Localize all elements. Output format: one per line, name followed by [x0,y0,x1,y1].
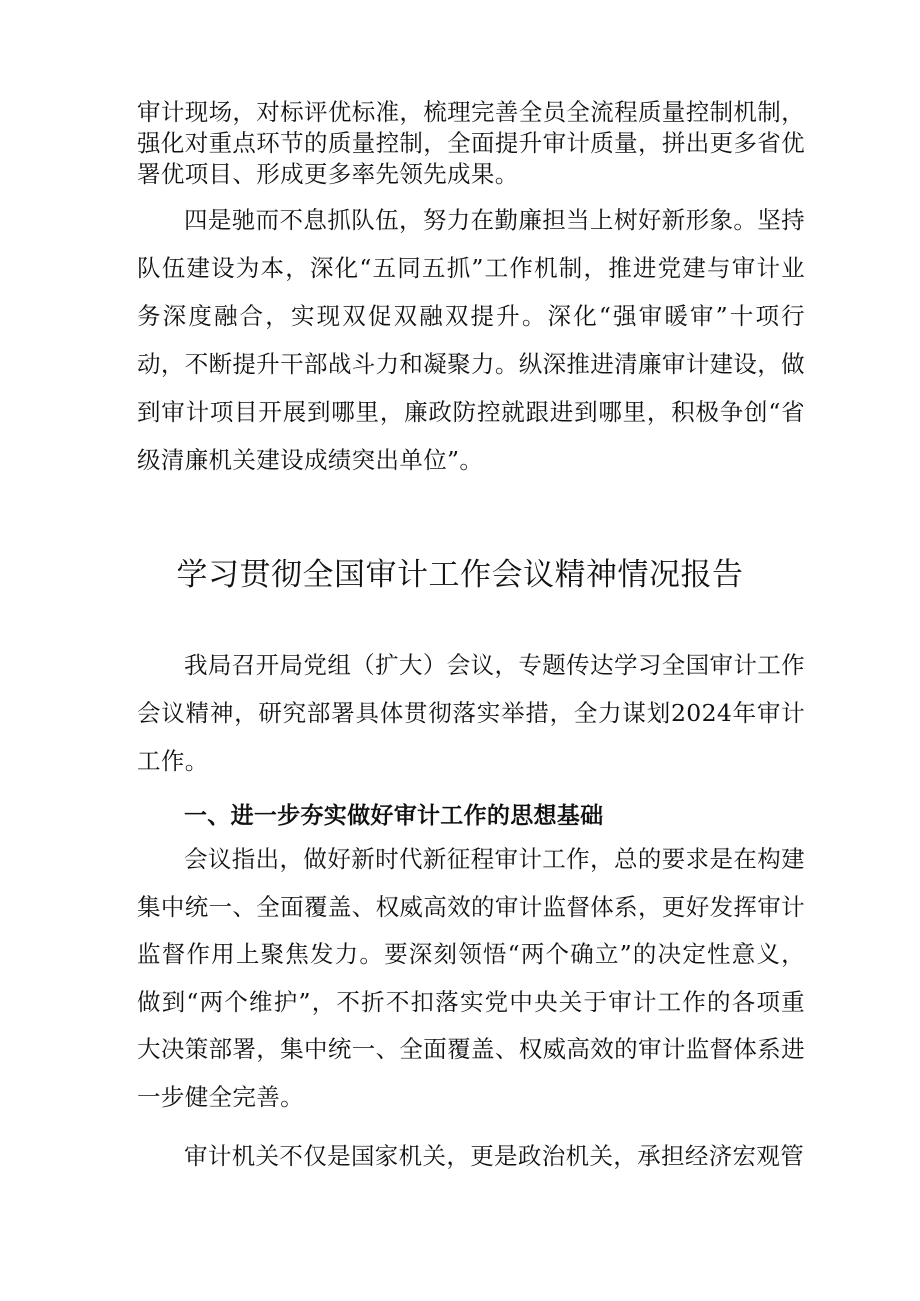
section-one-paragraph: 会议指出，做好新时代新征程审计工作，总的要求是在构建集中统一、全面覆盖、权威高效的审计监督体系，更好发挥审计监督作用上聚焦发力。要深刻领悟“两个确立”的决定性意义，做到“两个维护”，不折不扣落实党中央关于审计工作的各项重大决策部署，集中统一、全面覆盖、权威高效的审计监督体系进一步健全完善。 [137,845,805,1111]
paragraph-four: 四是驰而不息抓队伍，努力在勤廉担当上树好新形象。坚持队伍建设为本，深化“五同五抓”工作机制，推进党建与审计业务深度融合，实现双促双融双提升。深化“强审暖审”十项行动，不断提升干部战斗力和凝聚力。纵深推进清廉审计建设，做到审计项目开展到哪里，廉政防控就跟进到哪里，积极争创“省级清廉机关建设成绩突出单位”。 [137,206,805,474]
section-one-heading: 一、进一步夯实做好审计工作的思想基础 [184,803,604,829]
intro-paragraph: 我局召开局党组（扩大）会议，专题传达学习全国审计工作会议精神，研究部署具体贯彻落实举措，全力谋划2024年审计工作。 [137,651,805,775]
last-paragraph-start: 审计机关不仅是国家机关，更是政治机关，承担经济宏观管 [184,1142,805,1170]
document-title: 学习贯彻全国审计工作会议精神情况报告 [176,557,744,593]
continuation-paragraph: 审计现场，对标评优标准，梳理完善全员全流程质量控制机制，强化对重点环节的质量控制，全面提升审计质量，拼出更多省优署优项目、形成更多率先领先成果。 [137,98,805,188]
